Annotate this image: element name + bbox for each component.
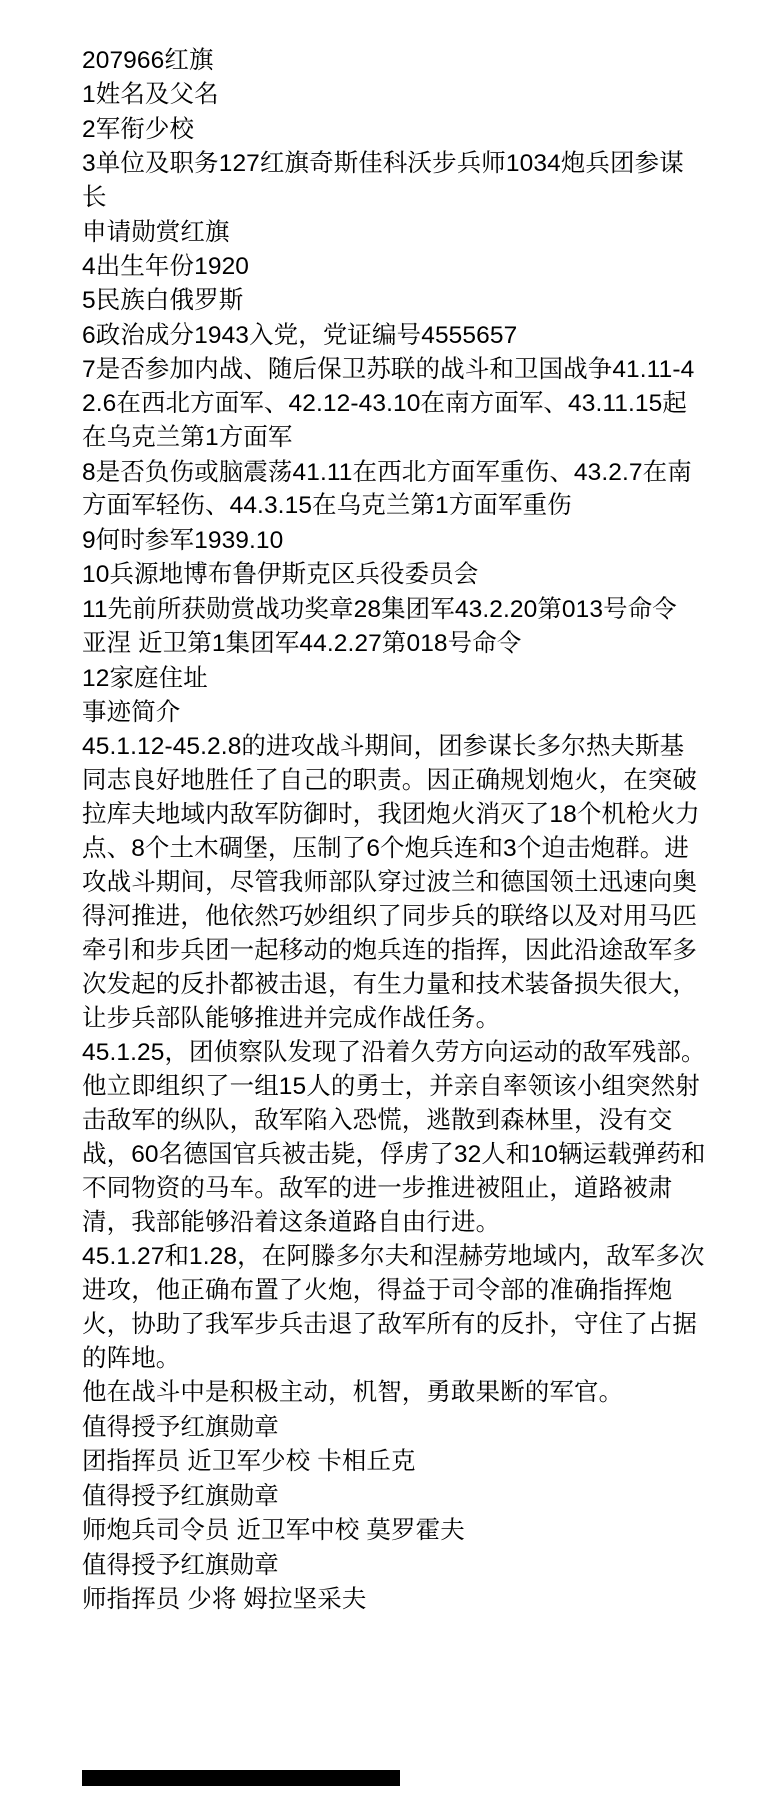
document-line: 5民族白俄罗斯 xyxy=(82,287,244,315)
document-line: 4出生年份1920 xyxy=(82,253,250,281)
document-line: 值得授予红旗勋章 xyxy=(82,1551,279,1579)
document-signature-line: 团指挥员 近卫军少校 卡相丘克 xyxy=(82,1448,416,1476)
document-line: 7是否参加内战、随后保卫苏联的战斗和卫国战争41.11-42.6在西北方面军、42.12-43.10在南方面军、43.11.15起在乌克兰第1方面军 xyxy=(82,356,695,452)
document-line: 9何时参军1939.10 xyxy=(82,526,284,554)
document-line: 8是否负伤或脑震荡41.11在西北方面军重伤、43.2.7在南方面军轻伤、44.3.15在乌克兰第1方面军重伤 xyxy=(82,458,692,520)
document-paragraph: 45.1.12-45.2.8的进攻战斗期间，团参谋长多尔热夫斯基同志良好地胜任了自己的职责。因正确规划炮火，在突破拉库夫地域内敌军防御时，我团炮火消灭了18个机枪火力点、8个土木碉堡，压制了6个炮兵连和3个迫击炮群。进攻战斗期间，尽管我师部队穿过波兰和德国领土迅速向奥得河推进，他依然巧妙组织了同步兵的联络以及对用马匹牵引和步兵团一起移动的炮兵连的指挥，因此沿途敌军多次发起的反扑都被击退，有生力量和技术装备损失很大，让步兵部队能够推进并完成作战任务。 xyxy=(82,733,700,1032)
document-paragraph: 他在战斗中是积极主动，机智，勇敢果断的军官。 xyxy=(82,1379,624,1407)
document-line: 值得授予红旗勋章 xyxy=(82,1482,279,1510)
document-line: 亚涅 近卫第1集团军44.2.27第018号命令 xyxy=(82,630,522,658)
document-line: 10兵源地博布鲁伊斯克区兵役委员会 xyxy=(82,561,479,589)
document-signature-line: 师炮兵司令员 近卫军中校 莫罗霍夫 xyxy=(82,1517,465,1545)
document-line: 12家庭住址 xyxy=(82,664,208,692)
document-paragraph: 45.1.27和1.28，在阿滕多尔夫和涅赫劳地域内，敌军多次进攻，他正确布置了火炮，得益于司令部的准确指挥炮火，协助了我军步兵击退了敌军所有的反扑，守住了占据的阵地。 xyxy=(82,1243,705,1373)
document-paragraph: 45.1.25，团侦察队发现了沿着久劳方向运动的敌军残部。他立即组织了一组15人的勇士，并亲自率领该小组突然射击敌军的纵队，敌军陷入恐慌，逃散到森林里，没有交战，60名德国官兵被击毙，俘虏了32人和10辆运载弹药和不同物资的马车。敌军的进一步推进被阻止，道路被肃清，我部能够沿着这条道路自由行进。 xyxy=(82,1039,706,1236)
document-line: 207966红旗 xyxy=(82,47,214,74)
document-signature-line: 师指挥员 少将 姆拉坚采夫 xyxy=(82,1585,367,1613)
document-line: 11先前所获勋赏战功奖章28集团军43.2.20第013号命令 xyxy=(82,595,677,623)
document-line: 事迹简介 xyxy=(82,699,181,727)
document-line: 3单位及职务127红旗奇斯佳科沃步兵师1034炮兵团参谋长 xyxy=(82,150,684,212)
document-line: 6政治成分1943入党，党证编号4555657 xyxy=(82,321,518,349)
document-text-body xyxy=(82,44,706,1617)
document-line: 2军衔少校 xyxy=(82,115,195,143)
document-line: 1姓名及父名 xyxy=(82,81,219,109)
document-line: 值得授予红旗勋章 xyxy=(82,1413,279,1441)
document-line: 申请勋赏红旗 xyxy=(82,218,230,246)
redaction-bar xyxy=(82,1770,400,1786)
